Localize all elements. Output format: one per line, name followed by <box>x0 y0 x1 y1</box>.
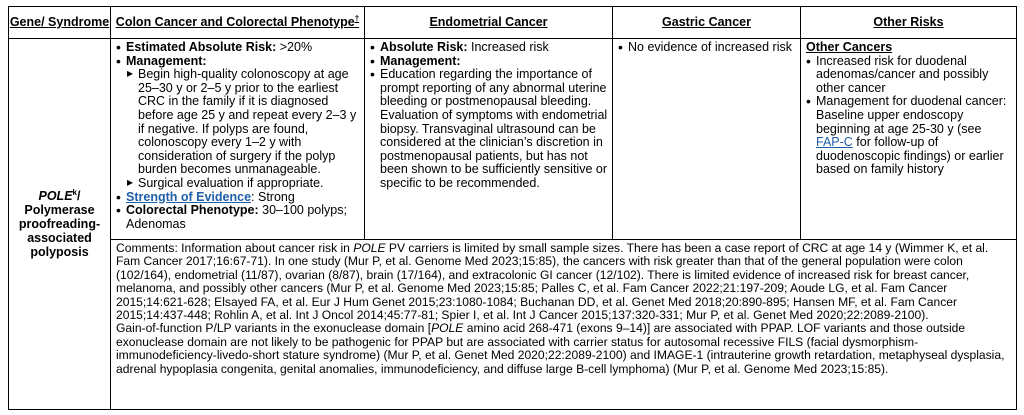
colon-management: • Management: ▸ Begin high-quality colonoscopy at age 25–30 y or 2–5 y prior to the earliest CRC in the family if it is diagnosed before age 25 y and repeat every 2–3 y if negative. If polyps are found, colonoscopy every 1–2 y with consideration of surgery if the polyp burden becomes unmanageable. ▸ Surgical evaluation if appropriate. <box>116 55 360 191</box>
colon-phenotype: • Colorectal Phenotype: 30–100 polyps; Adenomas <box>116 204 360 231</box>
colon-risk: • Estimated Absolute Risk: >20% <box>116 41 360 55</box>
other-item-1: • Increased risk for duodenal adenomas/cancer and possibly other cancer <box>806 55 1012 96</box>
comments-row <box>9 240 1017 410</box>
header-colon-sup: † <box>354 13 360 23</box>
risk-row <box>9 39 1017 240</box>
other-cell <box>801 39 1017 240</box>
colon-cell <box>111 39 365 240</box>
header-row <box>9 7 1017 39</box>
gene-sup: k <box>72 187 77 197</box>
comments-cell <box>111 240 1017 410</box>
gene-slash: / <box>77 189 81 203</box>
header-colon-label: Colon Cancer and Colorectal Phenotype <box>115 15 355 29</box>
gastric-text: • No evidence of increased risk <box>618 41 796 55</box>
endometrial-mgmt-text: • Education regarding the importance of prompt reporting of any abnormal uterine bleeding or postmenopausal bleeding. Evaluation of symptoms with endometrial biopsy. Transvaginal ultrasound can be considered at the clinician’s discretion in postmenopausal patients, but has not been shown to be sufficiently sensitive or specific to be recommended. <box>370 68 608 190</box>
other-cancers-heading: Other Cancers <box>806 40 893 54</box>
gene-cell <box>9 39 111 410</box>
comments-paragraph-1: Comments: Information about cancer risk in POLE PV carriers is limited by small sample sizes. There has been a case report of CRC at age 14 y (Wimmer K, et al. Fam Cancer 2017;16:67-71). In one study (Mur P, et al. Genome Med 2023;15:85), the cancers with risk greater than that of the general population were colon (102/164), endometrial (11/87), ovarian (8/87), brain (17/164), and extracolonic GI cancer (12/102). There is limited evidence of increased risk for breast cancer, melanoma, and possibly other cancers (Mur P, et al. Genome Med 2023;15:85; Palles C, et al. Fam Cancer 2022;21:197-209; Aoude LG, et al. Fam Cancer 2015;14:621-628; Elsayed FA, et al. Eur J Hum Genet 2015;23:1080-1084; Buchanan DD, et al. Genet Med 2018;20:890-895; Hansen MF, et al. Fam Cancer 2015;14:437-448; Rohlin A, et al. Int J Oncol 2014;45:77-81; Spier I, et al. Int J Cancer 2015;137:320-331; Mur P, et al. Genet Med 2020;22:2089-2100). <box>116 241 989 323</box>
endometrial-cell <box>365 39 613 240</box>
endometrial-management: • Management: <box>370 55 608 69</box>
syndrome-name: Polymerase proofreading-associated polyposis <box>18 203 101 259</box>
header-other: Other Risks <box>801 7 1017 39</box>
fap-c-link[interactable]: FAP-C <box>816 135 853 150</box>
endometrial-risk: • Absolute Risk: Increased risk <box>370 41 608 55</box>
header-gastric: Gastric Cancer <box>613 7 801 39</box>
gastric-cell <box>613 39 801 240</box>
gene-name: POLE <box>38 189 73 203</box>
header-endometrial: Endometrial Cancer <box>365 7 613 39</box>
comments-paragraph-2: Gain-of-function P/LP variants in the exonuclease domain [POLE amino acid 268-471 (exons 9–14)] are associated with PPAP. LOF variants and those outside exonuclease domain are not likely to be pathogenic for PPAP but are associated with carrier status for autosomal recessive FILS (facial dysmorphism-immunodeficiency-livedo-short stature syndrome) (Mur P, et al. Genet Med 2020;22:2089-2100) and IMAGE-1 (intrauterine growth retardation, metaphyseal dysplasia, adrenal hypoplasia congenita, genital anomalies, immunodeficiency, and diffuse large B-cell lymphoma) (Mur P, et al. Genome Med 2023;15:85). <box>116 321 1005 376</box>
header-gene: Gene/ Syndrome <box>9 7 111 39</box>
colon-mgmt-item: ▸ Surgical evaluation if appropriate. <box>126 177 360 191</box>
colon-mgmt-item: ▸ Begin high-quality colonoscopy at age 25–30 y or 2–5 y prior to the earliest CRC in the family if it is diagnosed before age 25 y and repeat every 2–3 y if negative. If polyps are found, colonoscopy every 1–2 y with consideration of surgery if the polyp burden becomes unmanageable. <box>126 68 360 177</box>
strength-of-evidence-link[interactable]: Strength of Evidence <box>126 189 252 204</box>
other-item-2: • Management for duodenal cancer: Baseline upper endoscopy beginning at age 25-30 y (see FAP-C for follow-up of duodenoscopic findings) or earlier based on family history <box>806 95 1012 177</box>
header-colon <box>111 7 365 39</box>
risk-table <box>8 6 1017 410</box>
colon-evidence: • Strength of Evidence: Strong <box>116 191 360 205</box>
